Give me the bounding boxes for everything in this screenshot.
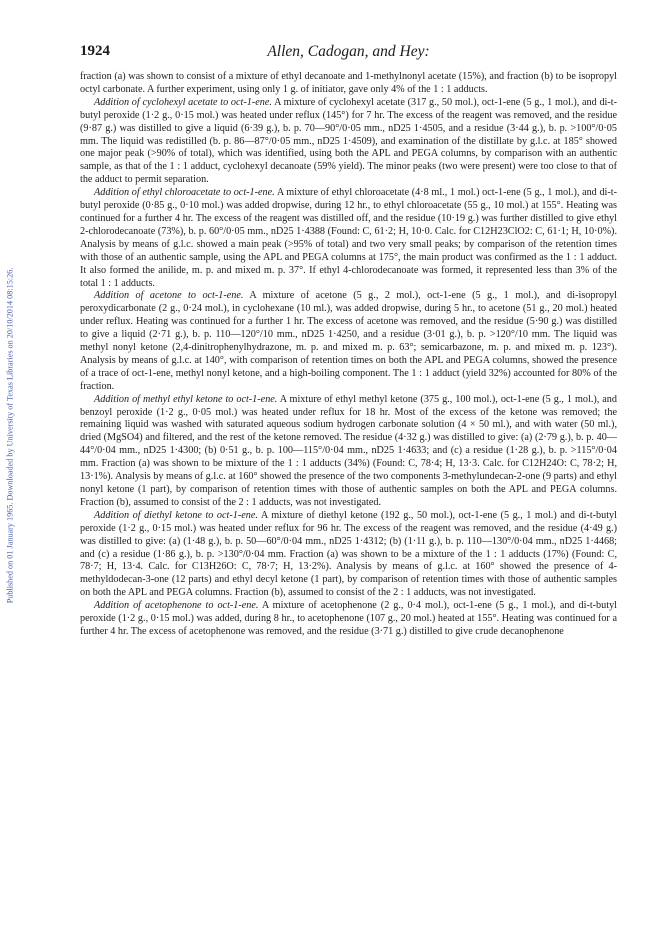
- paragraph-acetophenone: [80, 600, 617, 639]
- paragraph-acetone: [80, 290, 617, 393]
- journal-page: [80, 43, 617, 639]
- paragraph-cyclohexyl-acetate: [80, 97, 617, 187]
- paragraph-text: A mixture of diethyl ketone (192 g., 50 mol.), oct-1-ene (5 g., 1 mol.) and di-t-butyl peroxide (1·2 g., 0·15 mol.) was heated under reflux for 96 hr. The excess of the reagent was removed, and the residue (4·49 g.) was distilled to give: (a) (1·48 g.), b. p. 50—60°/0·04 mm., nD25 1·4312; (b) (1·11 g.), b. p. 110—130°/0·04 mm., nD25 1·4468; and (c) a residue (1·86 g.), b. p. >130°/0·04 mm. Fraction (a) was shown to be a mixture of the 1 : 1 adducts (17%) (Found: C, 78·7; H, 13·4. Calc. for C13H26O: C, 78·7; H, 13·2%). Analysis by means of g.l.c. at 160° showed the presence of 4-methyldodecan-3-one (12 parts) and ethyl decyl ketone (1 part), by comparison of retention times with those of authentic samples on both the APL and PEGA columns. Fraction (b), assumed to consist of the 2 : 1 adducts, was not investigated.: [80, 509, 617, 599]
- article-body: [80, 71, 617, 639]
- paragraph-text: A mixture of acetone (5 g., 2 mol.), oct-1-ene (5 g., 1 mol.), and di-isopropyl peroxydicarbonate (2 g., 0·24 mol.), in cyclohexane (10 ml.), was added dropwise, during 5 hr., to acetone (51 g., 20 mol.) heated under reflux. Heating was continued for a further 1 hr. The excess of acetone was removed, and the residue (5·90 g.) was distilled to give a liquid (2·71 g.), b. p. 110—120°/10 mm., nD25 1·4250, and a residue (3·01 g.), b. p. >120°/10 mm. The liquid was methyl nonyl ketone (2,4-dinitrophenylhydrazone, m. p. and mixed m. p. 63°; semicarbazone, m. p. and mixed m. p. 123°). Analysis by means of g.l.c. at 140°, with comparison of retention times on both the APL and PEGA columns, showed the presence of a trace of oct-1-ene, methyl nonyl ketone, and a high-boiling component. The 1 : 1 adduct (yield 32%) accounted for 80% of the fraction.: [80, 290, 617, 392]
- paragraph-text: fraction (a) was shown to consist of a mixture of ethyl decanoate and 1-methylnonyl acetate (15%), and fraction (b) to be isopropyl octyl carbonate. A further experiment, using only 1 g. of initiator, gave only 4% of the 1 : 1 adducts.: [80, 71, 617, 95]
- running-title: Allen, Cadogan, and Hey:: [267, 43, 430, 60]
- paragraph-text: A mixture of ethyl methyl ketone (375 g., 100 mol.), oct-1-ene (5 g., 1 mol.), and benzoyl peroxide (1·2 g., 0·05 mol.) was heated under reflux for 18 hr. Most of the excess of the ketone was removed; the remaining liquid was washed with saturated aqueous sodium hydrogen carbonate solution (4 × 50 ml.), and with water (50 ml.), dried (MgSO4) and filtered, and the rest of the ketone removed. The residue (4·32 g.) was distilled to give: (a) (2·79 g.), b. p. 40—44°/0·04 mm., nD25 1·4300; (b) 0·51 g., b. p. 100—115°/0·04 mm., nD25 1·4633; and (c) a residue (1·28 g.), b. p. >115°/0·04 mm. Fraction (a) was shown to be mixture of the 1 : 1 adducts (34%) (Found: C, 78·4; H, 13·3. Calc. for C12H24O: C, 78·2; H, 13·1%). Analysis by means of g.l.c. at 160° showed the presence of the two components 3-methylundecan-2-one (9 parts) and ethyl nonyl ketone (1 part), by comparison of retention times with those of authentic samples on both the APL and PEGA columns. Fraction (b), assumed to consist of the 2 : 1 adducts, was not investigated.: [80, 393, 617, 508]
- paragraph-diethyl-ketone: [80, 510, 617, 600]
- page-header: [80, 43, 617, 65]
- paragraph-methyl-ethyl-ketone: [80, 394, 617, 510]
- paragraph-text: A mixture of ethyl chloroacetate (4·8 ml., 1 mol.) oct-1-ene (5 g., 1 mol.), and di-t-butyl peroxide (0·85 g., 0·10 mol.) was added dropwise, during 12 hr., to ethyl chloroacetate (55 g., 10 mol.) at 155°. Heating was continued for a further 4 hr. The excess of the reagent was distilled off, and the residue (10·19 g.) was further distilled to give ethyl 2-chlorodecanoate (73%), b. p. 60°/0·05 mm., nD25 1·4388 (Found: C, 61·2; H, 10·0. Calc. for C12H23ClO2: C, 61·1; H, 10·0%). Analysis by means of g.l.c. showed a main peak (>95% of total) and two very small peaks; by comparison of the retention times with those of an authentic sample, using the APL and PEGA columns at 175°, the main product was confirmed as the 1 : 1 adduct. It also formed the anilide, m. p. and mixed m. p. 37°. If ethyl 4-chlorodecanoate was formed, it represented less than 3% of the total 1 : 1 adducts.: [80, 187, 617, 289]
- download-notice: [2, 130, 18, 740]
- paragraph-text: A mixture of cyclohexyl acetate (317 g., 50 mol.), oct-1-ene (5 g., 1 mol.), and di-t-butyl peroxide (1·2 g., 0·15 mol.) was heated under reflux (145°) for 7 hr. The excess of the reagent was removed, and the residue (9·87 g.) was distilled to give a liquid (6·39 g.), b. p. 70—90°/0·05 mm., nD25 1·4505, and a residue (3·44 g.), b. p. >100°/0·05 mm. The liquid was redistilled (b. p. 86—87°/0·05 mm., nD25 1·4509), and examination of the distillate by g.l.c. at 185° showed one major peak (>90% of total), which was identified, using both the APL and PEGA columns, by comparison with an authentic sample, as that of the 1 : 1 adduct, cyclohexyl decanoate (59% yield). The minor peaks (two were present) were too close to that of the adduct to permit separation.: [80, 96, 617, 186]
- paragraph-heading: Addition of cyclohexyl acetate to oct-1-ene.: [94, 96, 272, 108]
- paragraph-heading: Addition of diethyl ketone to oct-1-ene.: [94, 509, 258, 521]
- paragraph-text: A mixture of acetophenone (2 g., 0·4 mol.), oct-1-ene (5 g., 1 mol.), and di-t-butyl peroxide (1·2 g., 0·15 mol.) was added, during 8 hr., to acetophenone (107 g., 20 mol.) heated at 155°. Heating was continued for a further 4 hr. The excess of acetophenone was removed, and the residue (3·71 g.) distilled to give crude decanophenone: [80, 600, 617, 637]
- page-number: 1924: [80, 43, 110, 59]
- download-notice-text: Published on 01 January 1965. Downloaded by University of Texas Libraries on 20/10/2014 08:15:26.: [5, 267, 15, 603]
- paragraph-heading: Addition of acetone to oct-1-ene.: [94, 290, 244, 302]
- paragraph-ethyl-chloroacetate: [80, 187, 617, 290]
- paragraph-continuation: [80, 71, 617, 97]
- paragraph-heading: Addition of methyl ethyl ketone to oct-1-ene.: [94, 393, 278, 405]
- paragraph-heading: Addition of acetophenone to oct-1-ene.: [94, 600, 259, 612]
- paragraph-heading: Addition of ethyl chloroacetate to oct-1-ene.: [94, 187, 275, 199]
